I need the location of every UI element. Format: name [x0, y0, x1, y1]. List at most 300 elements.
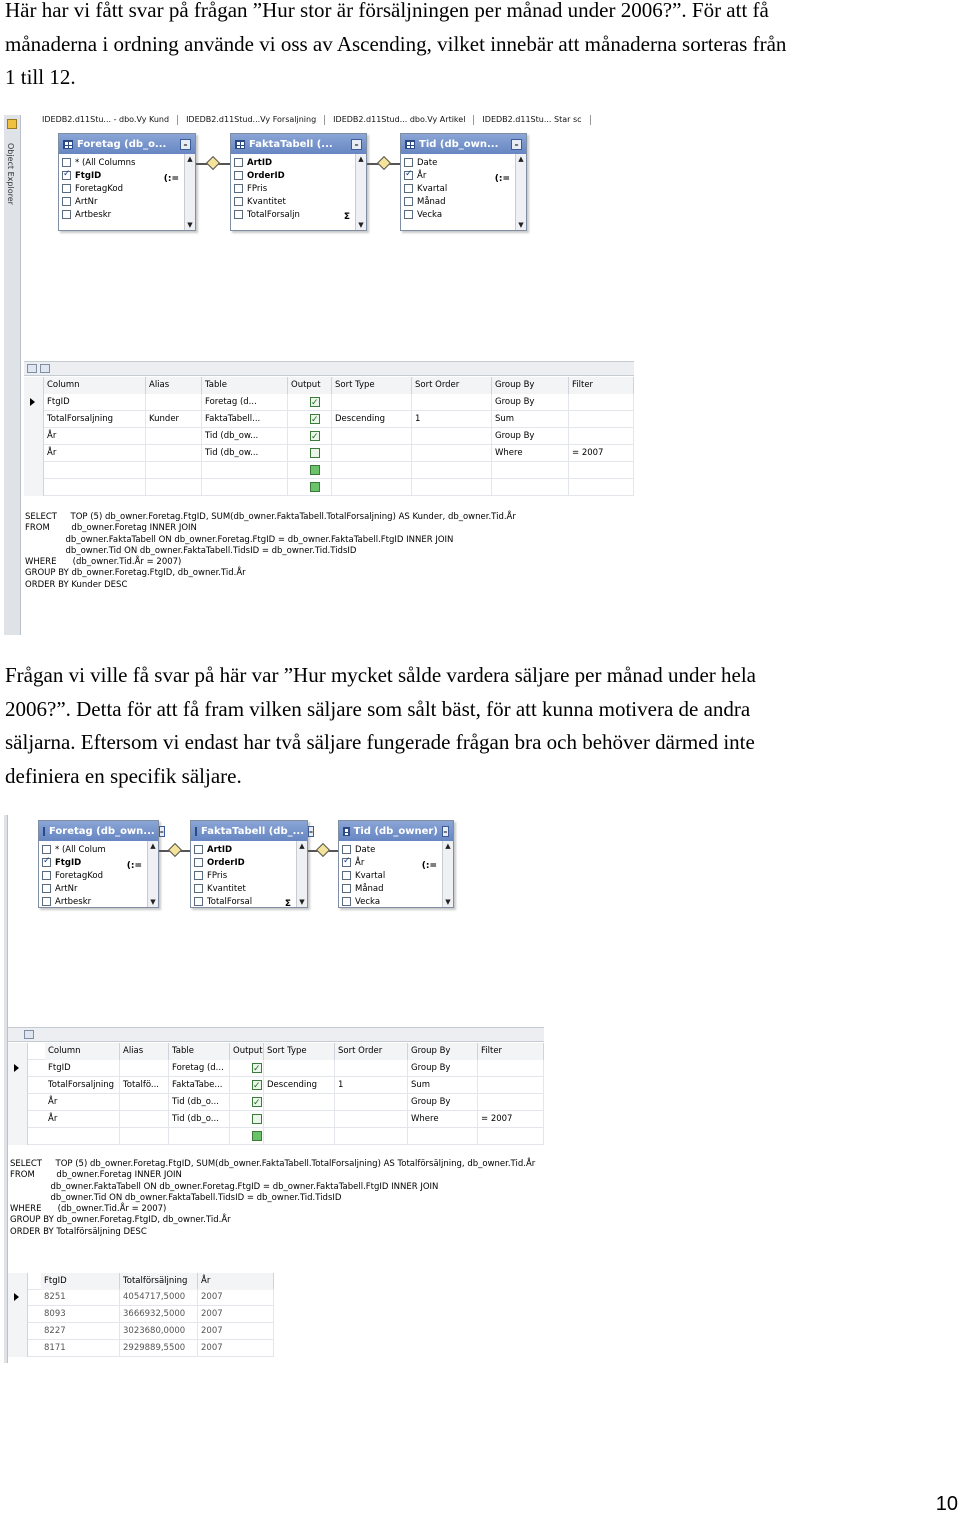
column-checkbox[interactable]: [194, 871, 203, 880]
column-item[interactable]: [194, 869, 293, 882]
grid-cell-sort-order[interactable]: 1: [412, 411, 492, 428]
output-checkbox[interactable]: [252, 1097, 262, 1107]
column-item[interactable]: [194, 895, 293, 908]
diagram-table-header[interactable]: [401, 134, 526, 154]
results-row[interactable]: [8, 1323, 274, 1340]
scroll-down-icon[interactable]: ▼: [445, 898, 451, 906]
results-cell[interactable]: 8093: [41, 1306, 120, 1323]
diagram-table[interactable]: [58, 133, 196, 231]
grid-cell-group-by[interactable]: Where: [408, 1111, 478, 1128]
column-name: Vecka: [417, 209, 443, 220]
pane-button[interactable]: [27, 364, 37, 373]
column-item[interactable]: [404, 208, 512, 221]
grid-cell-sort-type[interactable]: [332, 428, 412, 445]
grid-cell-filter[interactable]: [569, 394, 634, 411]
grid-cell-column[interactable]: År: [44, 428, 146, 445]
column-item[interactable]: [234, 208, 352, 221]
grid-header-table[interactable]: Table: [169, 1043, 230, 1060]
row-selector[interactable]: [8, 1060, 28, 1077]
column-checkbox[interactable]: [62, 197, 71, 206]
row-selector[interactable]: [24, 479, 44, 496]
grid-cell-sort-type[interactable]: [332, 479, 412, 496]
output-checkbox[interactable]: [310, 482, 320, 492]
grid-cell-table[interactable]: Tid (db_ow...: [202, 428, 288, 445]
pin-icon[interactable]: [7, 119, 17, 129]
grid-cell-group-by[interactable]: [408, 1128, 478, 1145]
column-item[interactable]: [194, 882, 293, 895]
results-header-cell[interactable]: Totalförsäljning: [120, 1273, 198, 1290]
column-item[interactable]: [62, 156, 181, 169]
row-selector[interactable]: [8, 1128, 28, 1145]
column-checkbox[interactable]: [234, 158, 243, 167]
grid-cell-table[interactable]: [202, 462, 288, 479]
column-checkbox[interactable]: [342, 884, 351, 893]
diagram-table-title: FaktaTabell (db_...: [201, 825, 305, 837]
sql-line: WHERE (db_owner.Tid.År = 2007): [25, 557, 182, 568]
grid-cell-sort-order[interactable]: [412, 479, 492, 496]
table-grid-icon: [195, 827, 197, 836]
column-item[interactable]: [342, 843, 439, 856]
grid-cell-output[interactable]: [288, 479, 332, 496]
scroll-up-icon[interactable]: ▲: [187, 155, 193, 163]
column-item[interactable]: [62, 208, 181, 221]
results-header-cell[interactable]: År: [198, 1273, 274, 1290]
grid-header-table[interactable]: Table: [202, 377, 288, 394]
grid-header-output[interactable]: Output: [288, 377, 332, 394]
results-cell[interactable]: 2007: [198, 1289, 274, 1306]
grid-cell-table[interactable]: Foretag (d...: [169, 1060, 230, 1077]
grid-row[interactable]: [24, 394, 634, 411]
sql-pane[interactable]: [25, 512, 516, 591]
row-selector[interactable]: [8, 1289, 28, 1306]
minimize-icon[interactable]: –: [159, 826, 164, 836]
column-checkbox[interactable]: [194, 858, 203, 867]
row-selector[interactable]: [8, 1306, 28, 1323]
row-selector[interactable]: [24, 445, 44, 462]
grid-header-group-by[interactable]: Group By: [492, 377, 569, 394]
grid-cell-output[interactable]: [230, 1060, 264, 1077]
table-grid-icon: [43, 827, 45, 836]
join-key-icon: [316, 843, 330, 857]
column-checkbox[interactable]: [62, 184, 71, 193]
tab-vy-forsaljning[interactable]: IDEDB2.d11Stud...Vy Forsaljning: [178, 115, 325, 125]
sql-line: db_owner.Tid ON db_owner.FaktaTabell.TidsID = db_owner.Tid.TidsID: [25, 545, 357, 556]
grid-cell-column[interactable]: FtgID: [45, 1060, 120, 1077]
grid-row[interactable]: [8, 1111, 544, 1128]
column-checkbox[interactable]: [342, 845, 351, 854]
row-selector[interactable]: [24, 411, 44, 428]
grid-cell-sort-order[interactable]: [335, 1094, 408, 1111]
column-name: FPris: [247, 183, 268, 194]
grid-header-row: [8, 1043, 544, 1060]
minimize-icon[interactable]: –: [309, 826, 314, 836]
grid-row[interactable]: [8, 1128, 544, 1145]
row-selector[interactable]: [8, 1094, 28, 1111]
row-selector: [8, 1273, 28, 1290]
grid-cell-alias[interactable]: [120, 1111, 169, 1128]
grid-header-filter[interactable]: Filter: [478, 1043, 544, 1060]
column-checkbox[interactable]: [342, 871, 351, 880]
grid-cell-sort-type[interactable]: [332, 462, 412, 479]
grid-cell-sort-order[interactable]: [412, 394, 492, 411]
pane-button[interactable]: [24, 1030, 34, 1039]
scroll-down-icon[interactable]: ▼: [187, 221, 193, 229]
column-list: [191, 841, 307, 908]
grid-header-sort-order[interactable]: Sort Order: [412, 377, 492, 394]
minimize-icon[interactable]: –: [443, 826, 448, 836]
grid-cell-sort-order[interactable]: [335, 1128, 408, 1145]
grid-cell-column[interactable]: År: [45, 1094, 120, 1111]
grid-cell-table[interactable]: Tid (db_o...: [169, 1094, 230, 1111]
grid-header-filter[interactable]: Filter: [569, 377, 634, 394]
row-selector[interactable]: [24, 462, 44, 479]
column-checkbox[interactable]: [42, 871, 51, 880]
column-checkbox[interactable]: [234, 210, 243, 219]
column-list: [59, 154, 195, 221]
column-checkbox[interactable]: [194, 884, 203, 893]
results-cell[interactable]: 8251: [41, 1289, 120, 1306]
grid-cell-group-by[interactable]: Group By: [408, 1060, 478, 1077]
grid-cell-output[interactable]: [288, 394, 332, 411]
scrollbar[interactable]: [442, 841, 453, 907]
table-grid-icon: [235, 140, 245, 149]
tab-vy-artikel[interactable]: IDEDB2.d11Stud... dbo.Vy Artikel: [325, 115, 474, 125]
grid-cell-filter[interactable]: = 2007: [478, 1111, 544, 1128]
grid-cell-output[interactable]: [230, 1128, 264, 1145]
grid-header-alias[interactable]: Alias: [120, 1043, 169, 1060]
column-item[interactable]: [42, 843, 144, 856]
results-cell[interactable]: 3023680,0000: [120, 1323, 198, 1340]
grid-header-sort-type[interactable]: Sort Type: [332, 377, 412, 394]
grid-cell-alias[interactable]: [146, 462, 202, 479]
grid-cell-sort-type[interactable]: [264, 1060, 335, 1077]
results-cell[interactable]: 8171: [41, 1340, 120, 1357]
scroll-down-icon[interactable]: ▼: [299, 898, 305, 906]
grid-cell-table[interactable]: FaktaTabe...: [169, 1077, 230, 1094]
grid-cell-table[interactable]: [202, 479, 288, 496]
grid-cell-alias[interactable]: Kunder: [146, 411, 202, 428]
column-checkbox[interactable]: [42, 884, 51, 893]
tab-star-schema[interactable]: IDEDB2.d11Stu... Star sc: [474, 115, 590, 125]
scroll-down-icon[interactable]: ▼: [150, 898, 156, 906]
grid-header-group-by[interactable]: Group By: [408, 1043, 478, 1060]
grid-cell-column[interactable]: FtgID: [44, 394, 146, 411]
grid-cell-group-by[interactable]: Group By: [492, 428, 569, 445]
output-checkbox[interactable]: [310, 397, 320, 407]
grid-cell-sort-order[interactable]: [412, 445, 492, 462]
grid-cell-sort-order[interactable]: [412, 428, 492, 445]
grid-row[interactable]: [24, 411, 634, 428]
sql-line: GROUP BY db_owner.Foretag.FtgID, db_owner.Tid.År: [10, 1215, 231, 1226]
results-header-cell[interactable]: FtgID: [41, 1273, 120, 1290]
diagram-table-header[interactable]: [191, 821, 314, 841]
output-checkbox[interactable]: [252, 1131, 262, 1141]
column-name: Date: [355, 844, 376, 855]
grid-cell-sort-order[interactable]: 1: [335, 1077, 408, 1094]
grid-cell-group-by[interactable]: Group By: [492, 394, 569, 411]
grid-cell-group-by[interactable]: [492, 479, 569, 496]
column-name: ForetagKod: [75, 183, 124, 194]
column-checkbox[interactable]: [42, 845, 51, 854]
grid-cell-sort-type[interactable]: [332, 394, 412, 411]
column-name: År: [355, 857, 365, 868]
column-name: Vecka: [355, 896, 381, 907]
grid-row[interactable]: [24, 445, 634, 462]
column-symbol: Σ: [284, 899, 291, 909]
results-cell[interactable]: 2007: [198, 1340, 274, 1357]
grid-cell-column[interactable]: [44, 479, 146, 496]
grid-cell-column[interactable]: [44, 462, 146, 479]
diagram-table[interactable]: [230, 133, 367, 231]
diagram-table-header[interactable]: [39, 821, 164, 841]
grid-cell-output[interactable]: [288, 462, 332, 479]
diagram-table[interactable]: [190, 820, 314, 909]
row-selector[interactable]: [24, 428, 44, 445]
sql-line: WHERE (db_owner.Tid.År = 2007): [10, 1204, 167, 1215]
row-selector[interactable]: [8, 1111, 28, 1128]
results-cell[interactable]: 2929889,5500: [120, 1340, 198, 1357]
grid-cell-alias[interactable]: [120, 1094, 169, 1111]
column-checkbox[interactable]: [404, 197, 413, 206]
grid-cell-filter[interactable]: [478, 1094, 544, 1111]
criteria-grid[interactable]: [24, 361, 634, 513]
grid-cell-group-by[interactable]: Sum: [492, 411, 569, 428]
column-item[interactable]: [234, 195, 352, 208]
grid-header-column[interactable]: Column: [45, 1043, 120, 1060]
grid-header-alias[interactable]: Alias: [146, 377, 202, 394]
grid-row[interactable]: [24, 479, 634, 496]
column-symbol: (:=: [126, 861, 142, 871]
column-checkbox[interactable]: [62, 171, 71, 180]
grid-cell-output[interactable]: [230, 1077, 264, 1094]
grid-cell-output[interactable]: [288, 428, 332, 445]
column-item[interactable]: [62, 195, 181, 208]
grid-cell-sort-order[interactable]: [335, 1111, 408, 1128]
column-item[interactable]: [342, 882, 439, 895]
grid-cell-table[interactable]: Foretag (d...: [202, 394, 288, 411]
column-checkbox[interactable]: [234, 184, 243, 193]
column-item[interactable]: [194, 843, 293, 856]
output-checkbox[interactable]: [252, 1114, 262, 1124]
column-checkbox[interactable]: [404, 171, 413, 180]
scrollbar[interactable]: [296, 841, 307, 907]
column-checkbox[interactable]: [404, 184, 413, 193]
grid-cell-table[interactable]: [169, 1128, 230, 1145]
output-checkbox[interactable]: [310, 414, 320, 424]
column-item[interactable]: [234, 169, 352, 182]
results-row[interactable]: [8, 1340, 274, 1357]
scroll-up-icon[interactable]: ▲: [299, 842, 305, 850]
grid-row[interactable]: [8, 1077, 544, 1094]
scrollbar[interactable]: [355, 154, 366, 230]
column-item[interactable]: [342, 895, 439, 908]
diagram-table[interactable]: [338, 820, 454, 908]
grid-cell-alias[interactable]: [146, 479, 202, 496]
grid-cell-output[interactable]: [230, 1094, 264, 1111]
grid-cell-alias[interactable]: [146, 428, 202, 445]
column-name: Kvartal: [417, 183, 448, 194]
text-line: säljarna. Eftersom vi endast har två säljare fungerade frågan bra och behöver därmed inte: [5, 730, 755, 754]
grid-cell-table[interactable]: FaktaTabell...: [202, 411, 288, 428]
grid-row[interactable]: [8, 1094, 544, 1111]
column-item[interactable]: [234, 156, 352, 169]
diagram-table[interactable]: [38, 820, 164, 908]
grid-cell-sort-order[interactable]: [412, 462, 492, 479]
scrollbar[interactable]: [515, 154, 526, 230]
grid-cell-filter[interactable]: [569, 411, 634, 428]
column-checkbox[interactable]: [404, 158, 413, 167]
scroll-up-icon[interactable]: ▲: [150, 842, 156, 850]
sql-line: ORDER BY Kunder DESC: [25, 579, 128, 590]
current-row-arrow-icon: [30, 398, 35, 406]
column-item[interactable]: [234, 182, 352, 195]
results-cell[interactable]: 4054717,5000: [120, 1289, 198, 1306]
object-explorer-strip[interactable]: [4, 115, 21, 635]
column-checkbox[interactable]: [342, 858, 351, 867]
column-checkbox[interactable]: [42, 897, 51, 906]
minimize-icon[interactable]: –: [180, 139, 191, 150]
grid-cell-sort-type[interactable]: Descending: [332, 411, 412, 428]
column-name: OrderID: [207, 857, 245, 868]
scrollbar[interactable]: [184, 154, 195, 230]
sql-line: GROUP BY db_owner.Foretag.FtgID, db_owner.Tid.År: [25, 568, 246, 579]
grid-cell-output[interactable]: [230, 1111, 264, 1128]
criteria-grid[interactable]: [8, 1027, 544, 1157]
results-cell[interactable]: 2007: [198, 1323, 274, 1340]
grid-cell-group-by[interactable]: Where: [492, 445, 569, 462]
column-list: [401, 154, 526, 221]
scroll-up-icon[interactable]: ▲: [518, 155, 524, 163]
grid-row[interactable]: [24, 428, 634, 445]
grid-cell-filter[interactable]: [569, 479, 634, 496]
scroll-up-icon[interactable]: ▲: [358, 155, 364, 163]
output-checkbox[interactable]: [252, 1063, 262, 1073]
scroll-down-icon[interactable]: ▼: [518, 221, 524, 229]
grid-cell-filter[interactable]: [478, 1060, 544, 1077]
query-designer-screenshot-1: [4, 115, 634, 635]
grid-cell-filter[interactable]: = 2007: [569, 445, 634, 462]
column-checkbox[interactable]: [194, 845, 203, 854]
grid-cell-alias[interactable]: Totalfö...: [120, 1077, 169, 1094]
grid-cell-output[interactable]: [288, 411, 332, 428]
grid-cell-column[interactable]: TotalForsaljning: [44, 411, 146, 428]
column-name: FtgID: [75, 170, 102, 181]
grid-cell-sort-type[interactable]: [264, 1128, 335, 1145]
grid-cell-alias[interactable]: [120, 1128, 169, 1145]
grid-cell-filter[interactable]: [478, 1128, 544, 1145]
output-checkbox[interactable]: [310, 448, 320, 458]
column-item[interactable]: [42, 895, 144, 908]
grid-cell-sort-type[interactable]: Descending: [264, 1077, 335, 1094]
grid-cell-column[interactable]: TotalForsaljning: [45, 1077, 120, 1094]
column-item[interactable]: [42, 882, 144, 895]
row-selector[interactable]: [8, 1340, 28, 1357]
grid-cell-group-by[interactable]: Sum: [408, 1077, 478, 1094]
grid-header-sort-order[interactable]: Sort Order: [335, 1043, 408, 1060]
diagram-table-header[interactable]: [339, 821, 453, 841]
row-selector[interactable]: [8, 1323, 28, 1340]
column-name: ArtID: [207, 844, 233, 855]
diagram-table-header[interactable]: [231, 134, 366, 154]
pane-button[interactable]: [40, 364, 50, 373]
join-key-icon: [206, 156, 220, 170]
column-checkbox[interactable]: [404, 210, 413, 219]
join-key-icon: [376, 156, 390, 170]
grid-cell-filter[interactable]: [478, 1077, 544, 1094]
column-checkbox[interactable]: [194, 897, 203, 906]
row-selector[interactable]: [8, 1077, 28, 1094]
grid-row[interactable]: [24, 462, 634, 479]
pane-toolbar: [8, 1028, 544, 1042]
column-list: [231, 154, 366, 221]
results-cell[interactable]: 2007: [198, 1306, 274, 1323]
output-checkbox[interactable]: [252, 1080, 262, 1090]
diagram-table-header[interactable]: [59, 134, 195, 154]
scroll-up-icon[interactable]: ▲: [445, 842, 451, 850]
column-checkbox[interactable]: [234, 171, 243, 180]
grid-cell-sort-type[interactable]: [264, 1094, 335, 1111]
diagram-table[interactable]: [400, 133, 527, 231]
minimize-icon[interactable]: –: [351, 139, 362, 150]
grid-cell-filter[interactable]: [569, 428, 634, 445]
output-checkbox[interactable]: [310, 431, 320, 441]
grid-cell-output[interactable]: [288, 445, 332, 462]
grid-cell-table[interactable]: Tid (db_ow...: [202, 445, 288, 462]
results-cell[interactable]: 3666932,5000: [120, 1306, 198, 1323]
column-checkbox[interactable]: [42, 858, 51, 867]
grid-cell-alias[interactable]: [146, 445, 202, 462]
column-item[interactable]: [404, 195, 512, 208]
grid-cell-group-by[interactable]: [492, 462, 569, 479]
grid-cell-alias[interactable]: [120, 1060, 169, 1077]
output-checkbox[interactable]: [310, 465, 320, 475]
grid-cell-sort-type[interactable]: [264, 1111, 335, 1128]
grid-cell-alias[interactable]: [146, 394, 202, 411]
grid-header-column[interactable]: Column: [44, 377, 146, 394]
scrollbar[interactable]: [147, 841, 158, 907]
results-row[interactable]: [8, 1306, 274, 1323]
grid-cell-sort-order[interactable]: [335, 1060, 408, 1077]
column-name: Artbeskr: [75, 209, 112, 220]
grid-row[interactable]: [8, 1060, 544, 1077]
minimize-icon[interactable]: –: [511, 139, 522, 150]
column-item[interactable]: [404, 156, 512, 169]
sql-pane[interactable]: [10, 1159, 535, 1238]
results-row[interactable]: [8, 1289, 274, 1306]
object-explorer-label: Object Explorer: [6, 143, 15, 205]
grid-header-output[interactable]: Output: [230, 1043, 264, 1060]
results-grid[interactable]: [8, 1273, 544, 1363]
results-cell[interactable]: 8227: [41, 1323, 120, 1340]
grid-cell-column[interactable]: År: [44, 445, 146, 462]
column-checkbox[interactable]: [62, 158, 71, 167]
grid-header-sort-type[interactable]: Sort Type: [264, 1043, 335, 1060]
column-name: TotalForsaljn: [247, 209, 300, 220]
column-checkbox[interactable]: [342, 897, 351, 906]
grid-cell-filter[interactable]: [569, 462, 634, 479]
column-checkbox[interactable]: [234, 197, 243, 206]
scroll-down-icon[interactable]: ▼: [358, 221, 364, 229]
tab-vy-kund[interactable]: IDEDB2.d11Stu... - dbo.Vy Kund: [34, 115, 178, 125]
grid-cell-column[interactable]: År: [45, 1111, 120, 1128]
column-checkbox[interactable]: [62, 210, 71, 219]
grid-cell-sort-type[interactable]: [332, 445, 412, 462]
row-selector[interactable]: [24, 394, 44, 411]
grid-cell-group-by[interactable]: Group By: [408, 1094, 478, 1111]
grid-cell-column[interactable]: [45, 1128, 120, 1145]
grid-cell-table[interactable]: Tid (db_o...: [169, 1111, 230, 1128]
column-item[interactable]: [194, 856, 293, 869]
